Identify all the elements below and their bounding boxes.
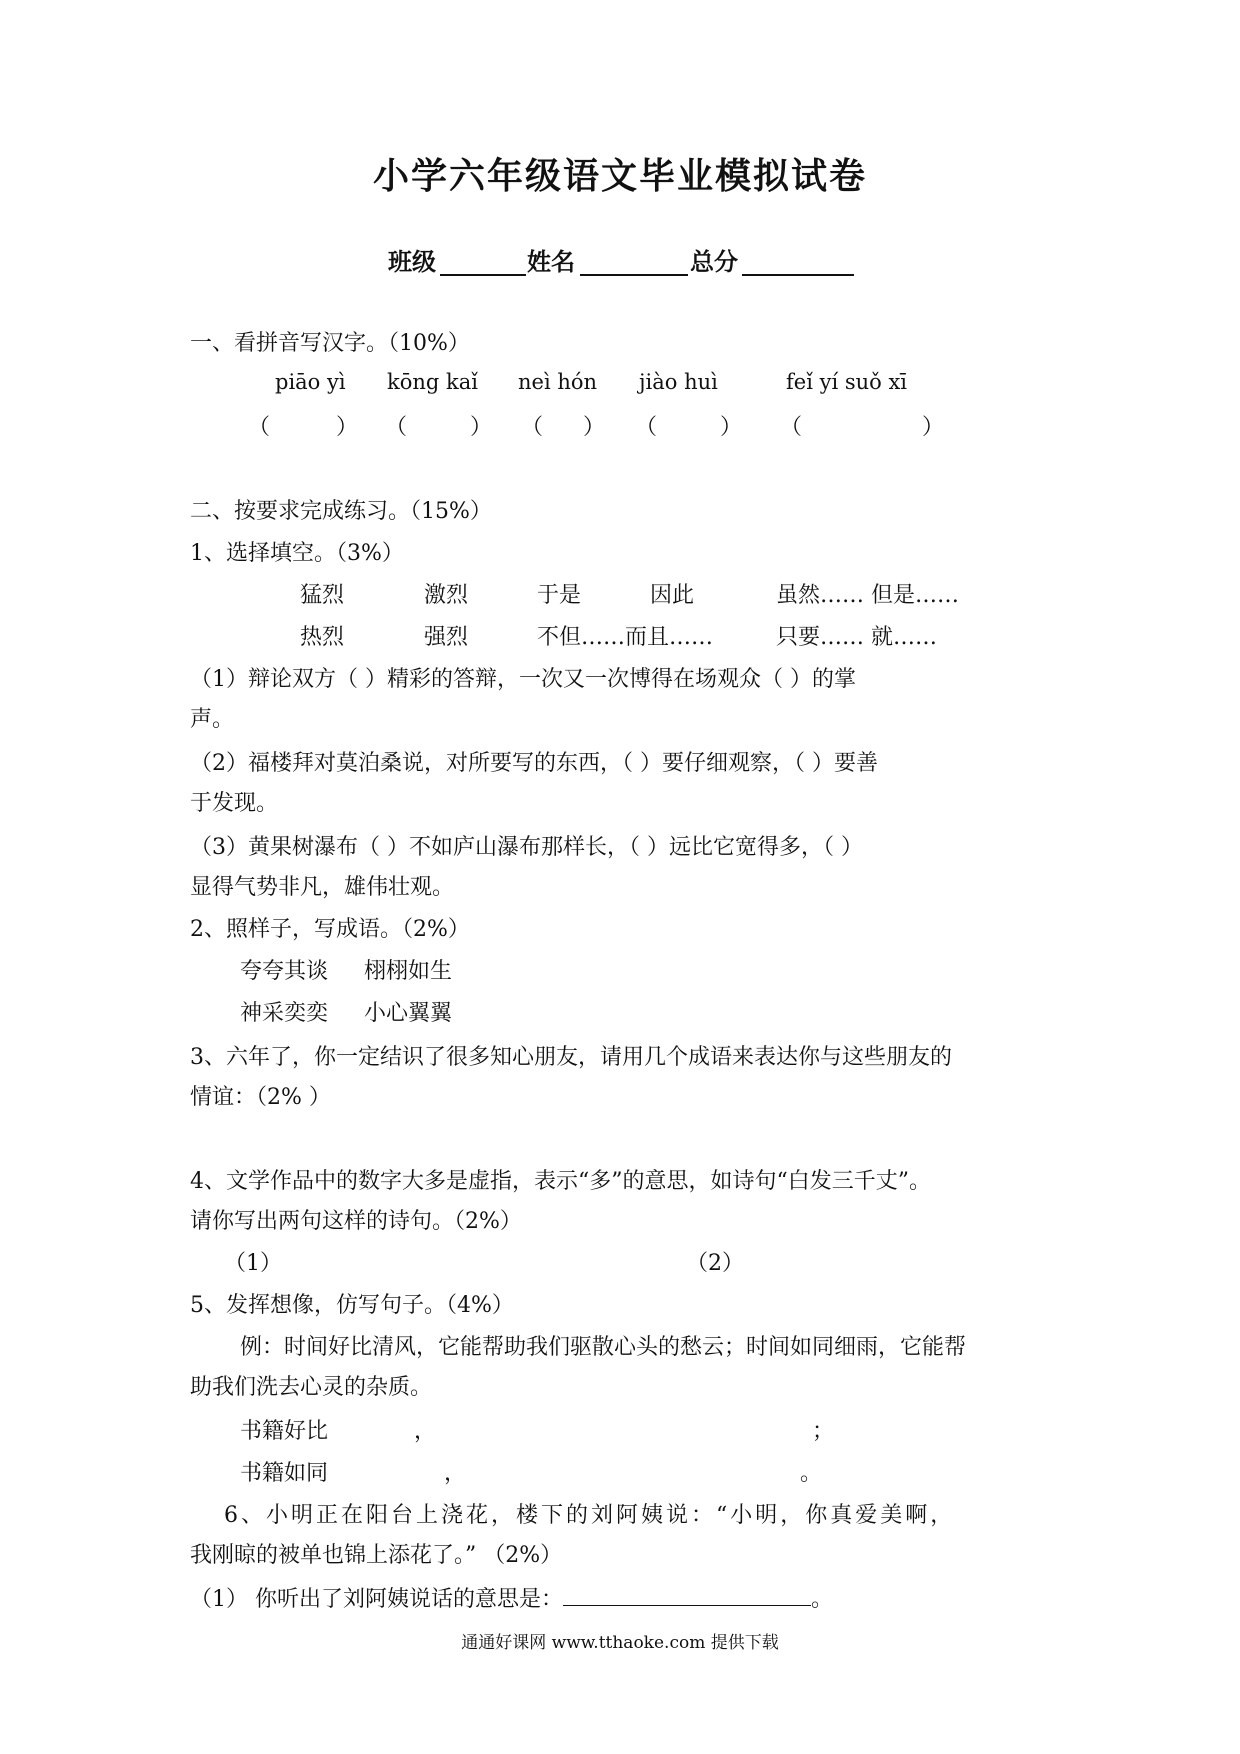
- page-title: 小学六年级语文毕业模拟试卷: [372, 155, 867, 197]
- word-option: 强烈: [424, 625, 469, 650]
- bracket-close-5: ）: [922, 415, 945, 440]
- q1-sentence-2-cont: 于发现。: [190, 791, 279, 816]
- pinyin-1: piāo yì: [275, 370, 346, 394]
- name-blank[interactable]: [580, 250, 688, 282]
- bracket-close-4: ）: [720, 415, 743, 440]
- word-option: 只要…… 就……: [776, 625, 937, 650]
- pinyin-2: kōng kaǐ: [387, 370, 478, 394]
- q6-sub1: [190, 1582, 833, 1613]
- idiom-example: 小心翼翼: [364, 1001, 453, 1026]
- q5-fill-2-label: 书籍如同: [240, 1461, 329, 1486]
- q4-text-cont: 请你写出两句这样的诗句。（2%）: [190, 1209, 522, 1234]
- q2-heading: 2、照样子，写成语。（2%）: [190, 917, 470, 942]
- word-option: 虽然…… 但是……: [776, 583, 959, 608]
- bracket-close-2: ）: [470, 415, 493, 440]
- word-option: 于是: [537, 583, 582, 608]
- q1-sentence-3-cont: 显得气势非凡，雄伟壮观。: [190, 875, 455, 900]
- q5-fill-1-semicolon: ；: [812, 1419, 835, 1444]
- q1-heading: 1、选择填空。（3%）: [190, 541, 404, 566]
- pinyin-3: neì hón: [518, 370, 598, 394]
- q6-sub1-answer-line[interactable]: [563, 1587, 811, 1606]
- q1-sentence-3: （3）黄果树瀑布（ ）不如庐山瀑布那样长，（ ）远比它宽得多，（ ）: [190, 835, 863, 860]
- bracket-open-1: （: [248, 415, 271, 440]
- q1-sentence-1: （1）辩论双方（ ）精彩的答辩，一次又一次博得在场观众（ ）的掌: [190, 667, 856, 692]
- section2-heading: 二、按要求完成练习。（15%）: [190, 499, 492, 524]
- idiom-example: 栩栩如生: [364, 959, 453, 984]
- footer-note: 通通好课网 www.tthaoke.com 提供下载: [461, 1633, 779, 1653]
- q5-fill-1-label: 书籍好比: [240, 1419, 329, 1444]
- q6-text: 6、小明正在阳台上浇花，楼下的刘阿姨说：“小明，你真爱美啊，: [224, 1503, 956, 1528]
- word-option: 因此: [650, 583, 695, 608]
- q4-text: 4、文学作品中的数字大多是虚指，表示“多”的意思，如诗句“白发三千丈”。: [190, 1169, 931, 1194]
- q5-heading: 5、发挥想像，仿写句子。（4%）: [190, 1293, 514, 1318]
- name-label: 姓名: [527, 247, 575, 276]
- word-option: 不但……而且……: [537, 625, 714, 650]
- q6-text-cont: 我刚晾的被单也锦上添花了。” （2%）: [190, 1543, 563, 1568]
- q1-sentence-1-cont: 声。: [190, 707, 235, 732]
- q6-sub1-prompt: （1） 你听出了刘阿姨说话的意思是：: [190, 1587, 563, 1612]
- q5-fill-2-comma: ，: [444, 1461, 467, 1486]
- q6-sub1-period: 。: [811, 1587, 834, 1612]
- q4-answer-2[interactable]: （2）: [686, 1251, 744, 1276]
- q3-text: 3、六年了，你一定结识了很多知心朋友，请用几个成语来表达你与这些朋友的: [190, 1045, 952, 1070]
- word-option: 猛烈: [300, 583, 345, 608]
- class-label: 班级: [388, 247, 436, 276]
- section1-heading: 一、看拼音写汉字。（10%）: [190, 331, 470, 356]
- q5-example: 例：时间好比清风，它能帮助我们驱散心头的愁云；时间如同细雨，它能帮: [240, 1335, 967, 1360]
- q3-text-cont: 情谊：（2% ）: [190, 1085, 331, 1110]
- class-blank[interactable]: [440, 250, 526, 282]
- bracket-open-4: （: [635, 415, 658, 440]
- word-option: 激烈: [424, 583, 469, 608]
- bracket-open-5: （: [780, 415, 803, 440]
- word-option: 热烈: [300, 625, 345, 650]
- q5-fill-2-period: 。: [800, 1461, 823, 1486]
- score-label: 总分: [690, 247, 738, 276]
- q5-example-cont: 助我们洗去心灵的杂质。: [190, 1375, 433, 1400]
- bracket-close-3: ）: [583, 415, 606, 440]
- pinyin-4: jiào huì: [639, 370, 718, 394]
- q4-answer-1[interactable]: （1）: [224, 1251, 282, 1276]
- bracket-open-2: （: [385, 415, 408, 440]
- q5-fill-1-comma: ，: [414, 1419, 437, 1444]
- bracket-open-3: （: [521, 415, 544, 440]
- q1-sentence-2: （2）福楼拜对莫泊桑说，对所要写的东西，（ ）要仔细观察，（ ）要善: [190, 751, 878, 776]
- bracket-close-1: ）: [336, 415, 359, 440]
- idiom-example: 夸夸其谈: [240, 959, 329, 984]
- score-blank[interactable]: [742, 250, 854, 282]
- pinyin-5: feǐ yí suǒ xī: [786, 370, 908, 394]
- idiom-example: 神采奕奕: [240, 1001, 329, 1026]
